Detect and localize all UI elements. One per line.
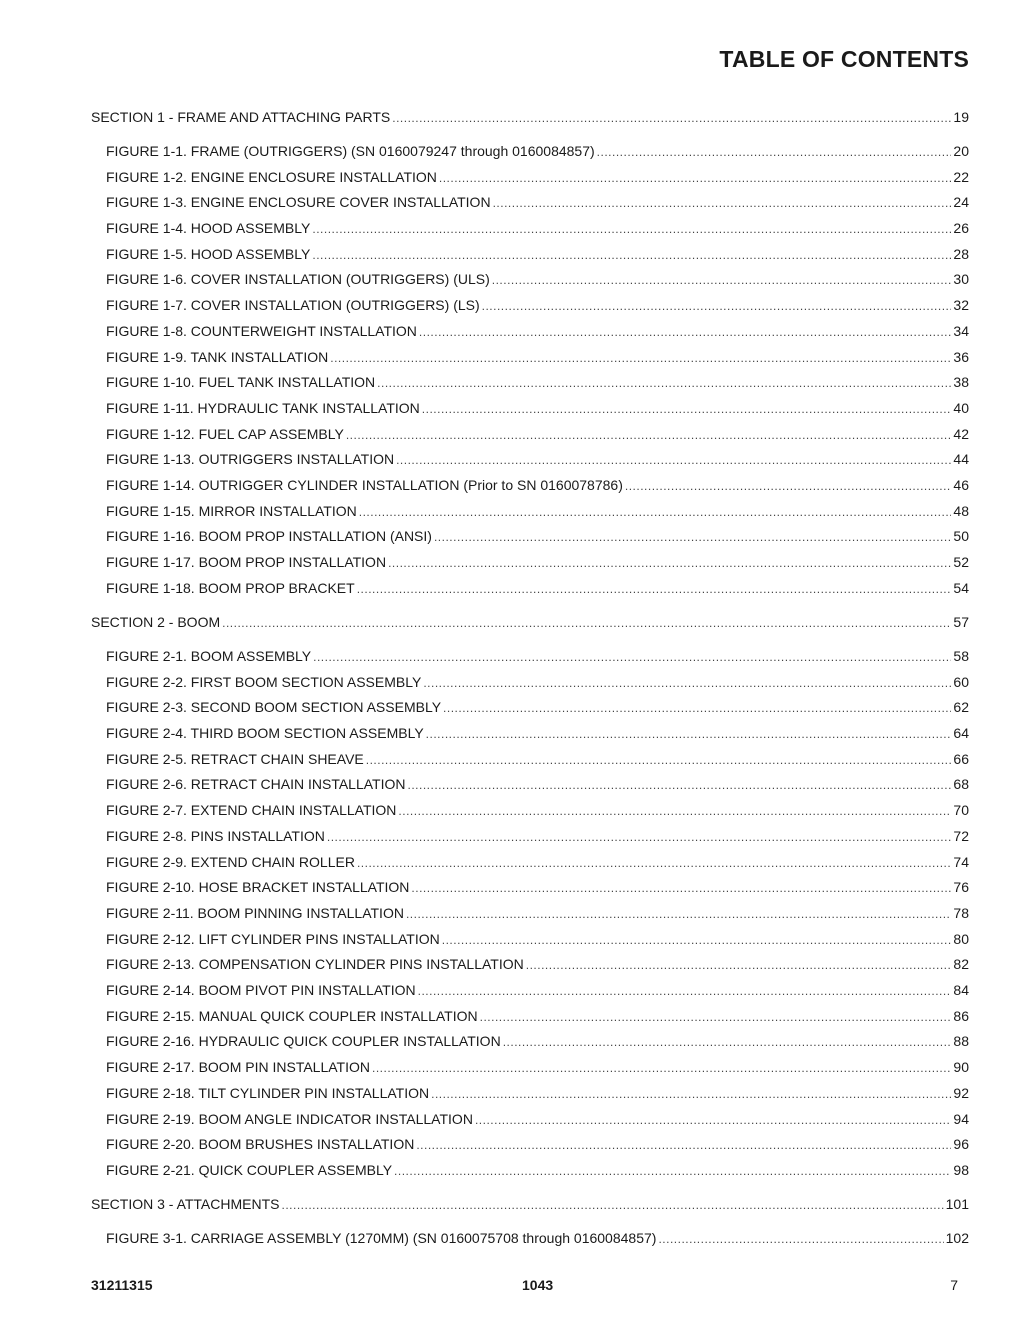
toc-entry-page: 72 xyxy=(953,828,969,844)
toc-figure-entry[interactable] xyxy=(0,749,1024,769)
toc-entry-page: 46 xyxy=(953,477,969,493)
toc-figure-entry[interactable] xyxy=(0,1083,1024,1103)
toc-figure-entry[interactable] xyxy=(0,877,1024,897)
toc-entry-label: FIGURE 1-12. FUEL CAP ASSEMBLY xyxy=(106,426,344,442)
toc-figure-entry[interactable] xyxy=(0,244,1024,264)
toc-figure-entry[interactable] xyxy=(0,672,1024,692)
toc-entry-label: FIGURE 2-2. FIRST BOOM SECTION ASSEMBLY xyxy=(106,674,422,690)
toc-section-entry[interactable] xyxy=(0,1194,1024,1214)
toc-figure-entry[interactable] xyxy=(0,852,1024,872)
toc-figure-entry[interactable] xyxy=(0,697,1024,717)
toc-section-entry[interactable] xyxy=(0,107,1024,127)
dot-leader xyxy=(313,647,951,667)
dot-leader xyxy=(416,1135,951,1155)
toc-entry-page: 44 xyxy=(953,451,969,467)
toc-entry-label: FIGURE 1-9. TANK INSTALLATION xyxy=(106,349,329,365)
toc-entry-label: FIGURE 1-6. COVER INSTALLATION (OUTRIGGERS) (ULS) xyxy=(106,271,490,287)
toc-entry-label: FIGURE 2-17. BOOM PIN INSTALLATION xyxy=(106,1059,370,1075)
dot-leader xyxy=(418,981,952,1001)
dot-leader xyxy=(312,245,951,265)
toc-figure-entry[interactable] xyxy=(0,1134,1024,1154)
toc-entry-page: 28 xyxy=(953,246,969,262)
toc-entry-page: 80 xyxy=(953,931,969,947)
toc-figure-entry[interactable] xyxy=(0,1109,1024,1129)
dot-leader xyxy=(493,193,952,213)
toc-entry-page: 66 xyxy=(953,751,969,767)
toc-entry-page: 102 xyxy=(945,1230,969,1246)
toc-entry-label: FIGURE 2-11. BOOM PINNING INSTALLATION xyxy=(106,905,404,921)
toc-entry-page: 26 xyxy=(953,220,969,236)
toc-entry-label: SECTION 1 - FRAME AND ATTACHING PARTS xyxy=(91,109,391,125)
toc-entry-page: 32 xyxy=(953,297,969,313)
dot-leader xyxy=(658,1229,943,1249)
toc-entry-page: 54 xyxy=(953,580,969,596)
toc-entry-page: 101 xyxy=(945,1196,969,1212)
toc-entry-page: 20 xyxy=(953,143,969,159)
toc-entry-label: FIGURE 1-7. COVER INSTALLATION (OUTRIGGERS) (LS) xyxy=(106,297,480,313)
toc-figure-entry[interactable] xyxy=(0,424,1024,444)
toc-entry-page: 24 xyxy=(953,194,969,210)
toc-entry-page: 60 xyxy=(953,674,969,690)
toc-entry-page: 38 xyxy=(953,374,969,390)
toc-entry-label: FIGURE 2-9. EXTEND CHAIN ROLLER xyxy=(106,854,355,870)
toc-entry-label: FIGURE 2-12. LIFT CYLINDER PINS INSTALLATION xyxy=(106,931,440,947)
toc-entry-label: FIGURE 2-13. COMPENSATION CYLINDER PINS INSTALLATION xyxy=(106,956,524,972)
toc-entry-label: FIGURE 2-18. TILT CYLINDER PIN INSTALLATION xyxy=(106,1085,430,1101)
dot-leader xyxy=(327,827,952,847)
toc-entry-page: 74 xyxy=(953,854,969,870)
toc-figure-entry[interactable] xyxy=(0,578,1024,598)
toc-entry-page: 88 xyxy=(953,1033,969,1049)
dot-leader xyxy=(366,750,952,770)
toc-entry-page: 68 xyxy=(953,776,969,792)
toc-figure-entry[interactable] xyxy=(0,826,1024,846)
toc-entry-label: FIGURE 1-16. BOOM PROP INSTALLATION (ANSI) xyxy=(106,528,432,544)
toc-entry-page: 42 xyxy=(953,426,969,442)
toc-entry-label: FIGURE 2-21. QUICK COUPLER ASSEMBLY xyxy=(106,1162,393,1178)
toc-figure-entry[interactable] xyxy=(0,903,1024,923)
dot-leader xyxy=(411,878,951,898)
dot-leader xyxy=(439,168,952,188)
dot-leader xyxy=(346,425,952,445)
dot-leader xyxy=(312,219,951,239)
toc-entry-label: FIGURE 2-1. BOOM ASSEMBLY xyxy=(106,648,312,664)
toc-entry-label: FIGURE 2-20. BOOM BRUSHES INSTALLATION xyxy=(106,1136,415,1152)
dot-leader xyxy=(388,553,951,573)
toc-entry-label: FIGURE 2-8. PINS INSTALLATION xyxy=(106,828,325,844)
toc-figure-entry[interactable] xyxy=(0,501,1024,521)
dot-leader xyxy=(359,502,952,522)
dot-leader xyxy=(431,1084,951,1104)
toc-entry-page: 57 xyxy=(953,614,969,630)
toc-figure-entry[interactable] xyxy=(0,552,1024,572)
toc-figure-entry[interactable] xyxy=(0,980,1024,1000)
toc-figure-entry[interactable] xyxy=(0,1006,1024,1026)
toc-figure-entry[interactable] xyxy=(0,646,1024,666)
toc-entry-label: FIGURE 1-5. HOOD ASSEMBLY xyxy=(106,246,311,262)
dot-leader xyxy=(394,1161,951,1181)
toc-entry-label: FIGURE 1-2. ENGINE ENCLOSURE INSTALLATION xyxy=(106,169,437,185)
toc-figure-entry[interactable] xyxy=(0,167,1024,187)
dot-leader xyxy=(392,108,951,128)
dot-leader xyxy=(475,1110,951,1130)
toc-entry-page: 76 xyxy=(953,879,969,895)
toc-figure-entry[interactable] xyxy=(0,295,1024,315)
toc-entry-label: FIGURE 1-15. MIRROR INSTALLATION xyxy=(106,503,357,519)
dot-leader xyxy=(482,296,952,316)
toc-figure-entry[interactable] xyxy=(0,1160,1024,1180)
toc-entry-page: 98 xyxy=(953,1162,969,1178)
toc-entry-page: 78 xyxy=(953,905,969,921)
toc-figure-entry[interactable] xyxy=(0,475,1024,495)
toc-figure-entry[interactable] xyxy=(0,218,1024,238)
dot-leader xyxy=(330,348,951,368)
toc-figure-entry[interactable] xyxy=(0,1031,1024,1051)
toc-figure-entry[interactable] xyxy=(0,723,1024,743)
toc-figure-entry[interactable] xyxy=(0,347,1024,367)
dot-leader xyxy=(443,698,951,718)
toc-entry-label: FIGURE 2-15. MANUAL QUICK COUPLER INSTALLATION xyxy=(106,1008,478,1024)
page-title: TABLE OF CONTENTS xyxy=(719,46,969,72)
toc-entry-label: FIGURE 1-11. HYDRAULIC TANK INSTALLATION xyxy=(106,400,420,416)
toc-entry-label: FIGURE 2-6. RETRACT CHAIN INSTALLATION xyxy=(106,776,406,792)
toc-entry-label: FIGURE 2-10. HOSE BRACKET INSTALLATION xyxy=(106,879,410,895)
toc-figure-entry[interactable] xyxy=(0,929,1024,949)
dot-leader xyxy=(426,724,952,744)
toc-figure-entry[interactable] xyxy=(0,774,1024,794)
toc-section-entry[interactable] xyxy=(0,612,1024,632)
dot-leader xyxy=(625,476,952,496)
dot-leader xyxy=(422,399,952,419)
dot-leader xyxy=(396,450,951,470)
dot-leader xyxy=(503,1032,952,1052)
dot-leader xyxy=(442,930,952,950)
dot-leader xyxy=(480,1007,952,1027)
dot-leader xyxy=(408,775,952,795)
toc-entry-label: SECTION 3 - ATTACHMENTS xyxy=(91,1196,280,1212)
toc-entry-label: FIGURE 1-13. OUTRIGGERS INSTALLATION xyxy=(106,451,395,467)
toc-figure-entry[interactable] xyxy=(0,372,1024,392)
toc-figure-entry[interactable] xyxy=(0,449,1024,469)
toc-entry-page: 94 xyxy=(953,1111,969,1127)
toc-entry-page: 40 xyxy=(953,400,969,416)
toc-entry-label: FIGURE 2-4. THIRD BOOM SECTION ASSEMBLY xyxy=(106,725,424,741)
toc-figure-entry[interactable] xyxy=(0,321,1024,341)
dot-leader xyxy=(222,613,951,633)
dot-leader xyxy=(282,1195,944,1215)
toc-entry-label: FIGURE 2-19. BOOM ANGLE INDICATOR INSTALLATION xyxy=(106,1111,473,1127)
toc-entry-page: 64 xyxy=(953,725,969,741)
toc-entry-label: FIGURE 2-16. HYDRAULIC QUICK COUPLER INSTALLATION xyxy=(106,1033,501,1049)
toc-entry-label: FIGURE 2-14. BOOM PIVOT PIN INSTALLATION xyxy=(106,982,416,998)
dot-leader xyxy=(357,579,952,599)
dot-leader xyxy=(597,142,952,162)
toc-entry-label: FIGURE 1-8. COUNTERWEIGHT INSTALLATION xyxy=(106,323,417,339)
dot-leader xyxy=(419,322,952,342)
dot-leader xyxy=(372,1058,951,1078)
toc-entry-label: FIGURE 1-4. HOOD ASSEMBLY xyxy=(106,220,311,236)
toc-entry-page: 36 xyxy=(953,349,969,365)
dot-leader xyxy=(423,673,951,693)
toc-entry-label: FIGURE 1-17. BOOM PROP INSTALLATION xyxy=(106,554,387,570)
toc-figure-entry[interactable] xyxy=(0,526,1024,546)
toc-entry-page: 62 xyxy=(953,699,969,715)
toc-entry-page: 84 xyxy=(953,982,969,998)
toc-entry-label: FIGURE 1-10. FUEL TANK INSTALLATION xyxy=(106,374,376,390)
toc-entry-page: 96 xyxy=(953,1136,969,1152)
toc-entry-label: FIGURE 2-7. EXTEND CHAIN INSTALLATION xyxy=(106,802,397,818)
toc-entry-page: 30 xyxy=(953,271,969,287)
toc-entry-label: FIGURE 2-3. SECOND BOOM SECTION ASSEMBLY xyxy=(106,699,442,715)
toc-entry-page: 92 xyxy=(953,1085,969,1101)
dot-leader xyxy=(406,904,951,924)
dot-leader xyxy=(398,801,951,821)
toc-figure-entry[interactable] xyxy=(0,398,1024,418)
toc-entry-page: 48 xyxy=(953,503,969,519)
toc-entry-page: 50 xyxy=(953,528,969,544)
toc-figure-entry[interactable] xyxy=(0,141,1024,161)
toc-entry-label: FIGURE 1-14. OUTRIGGER CYLINDER INSTALLATION (Prior to SN 0160078786) xyxy=(106,477,623,493)
toc-entry-label: FIGURE 1-3. ENGINE ENCLOSURE COVER INSTALLATION xyxy=(106,194,491,210)
toc-figure-entry[interactable] xyxy=(0,1228,1024,1248)
dot-leader xyxy=(357,853,951,873)
toc-entry-page: 58 xyxy=(953,648,969,664)
footer-doc-number: 31211315 xyxy=(91,1277,153,1293)
toc-entry-label: FIGURE 1-1. FRAME (OUTRIGGERS) (SN 0160079247 through 0160084857) xyxy=(106,143,595,159)
toc-entry-label: FIGURE 2-5. RETRACT CHAIN SHEAVE xyxy=(106,751,364,767)
dot-leader xyxy=(526,955,952,975)
toc-entry-label: FIGURE 3-1. CARRIAGE ASSEMBLY (1270MM) (SN 0160075708 through 0160084857) xyxy=(106,1230,657,1246)
toc-entry-page: 52 xyxy=(953,554,969,570)
footer-model: 1043 xyxy=(522,1277,554,1293)
toc-figure-entry[interactable] xyxy=(0,1057,1024,1077)
toc-figure-entry[interactable] xyxy=(0,269,1024,289)
toc-entry-label: FIGURE 1-18. BOOM PROP BRACKET xyxy=(106,580,355,596)
dot-leader xyxy=(492,270,952,290)
dot-leader xyxy=(377,373,951,393)
toc-entry-page: 34 xyxy=(953,323,969,339)
footer-page-number: 7 xyxy=(950,1277,958,1293)
toc-entry-page: 86 xyxy=(953,1008,969,1024)
toc-entry-label: SECTION 2 - BOOM xyxy=(91,614,221,630)
toc-entry-page: 90 xyxy=(953,1059,969,1075)
toc-figure-entry[interactable] xyxy=(0,954,1024,974)
toc-entry-page: 19 xyxy=(953,109,969,125)
toc-entry-page: 82 xyxy=(953,956,969,972)
toc-figure-entry[interactable] xyxy=(0,800,1024,820)
dot-leader xyxy=(434,527,951,547)
toc-entry-page: 22 xyxy=(953,169,969,185)
toc-entry-page: 70 xyxy=(953,802,969,818)
toc-figure-entry[interactable] xyxy=(0,192,1024,212)
